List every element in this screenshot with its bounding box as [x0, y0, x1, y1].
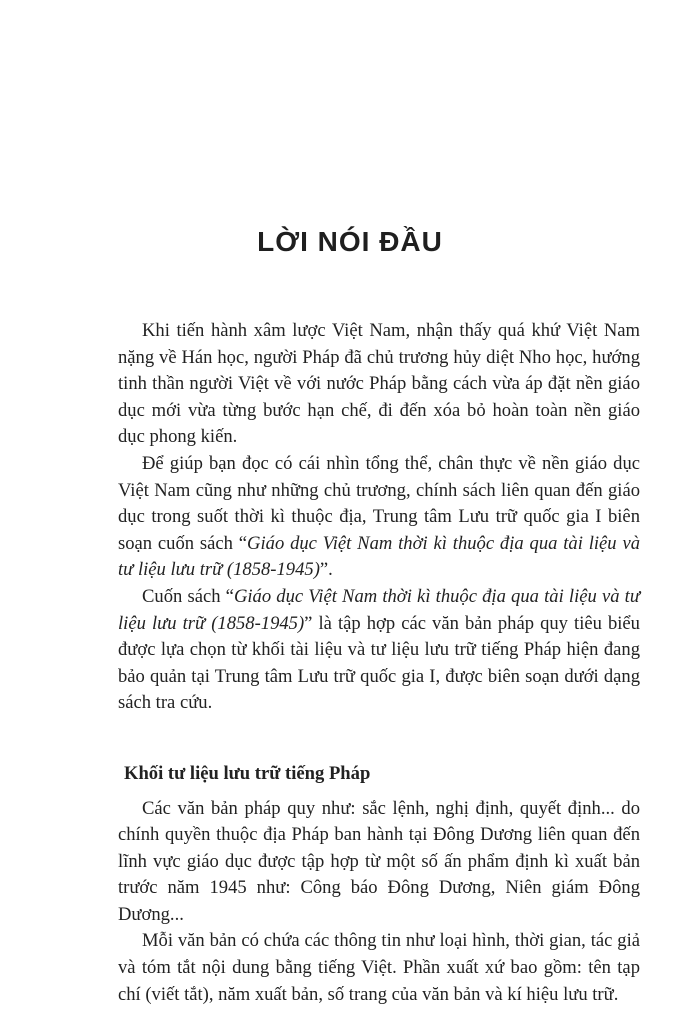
page-title: LỜI NÓI ĐẦU — [257, 226, 443, 257]
paragraph-3 — [118, 584, 640, 717]
paragraph-3-text-end: ” là tập hợp các văn bản pháp quy tiêu biểu được lựa chọn từ khối tài liệu và tư liệu lưu trữ tiếng Pháp hiện đang bảo quản tại Trung tâm Lưu trữ quốc gia I, được biên soạn dưới dạng sách tra cứu. — [118, 612, 640, 714]
paragraph-4: Các văn bản pháp quy như: sắc lệnh, nghị định, quyết định... do chính quyền thuộc địa Pháp ban hành tại Đông Dương liên quan đến lĩnh vực giáo dục được tập hợp từ một số ấn phẩm định kì xuất bản trước năm 1945 như: Công báo Đông Dương, Niên giám Đông Dương... — [118, 797, 640, 925]
paragraph-2-text-end: ”. — [319, 559, 333, 581]
paragraph-5: Mỗi văn bản có chứa các thông tin như loại hình, thời gian, tác giả và tóm tắt nội dung bằng tiếng Việt. Phần xuất xứ bao gồm: tên tạp chí (viết tắt), năm xuất bản, số trang của văn bản và kí hiệu lưu trữ. — [118, 930, 640, 1005]
paragraph-3-text-start: Cuốn sách “ — [142, 585, 234, 607]
paragraph-2-text-start: Để giúp bạn đọc có cái nhìn tổng thể, chân thực về nền giáo dục Việt Nam cũng như những chủ trương, chính sách liên quan đến giáo dục trong suốt thời kì thuộc địa, Trung tâm Lưu trữ quốc gia I biên soạn cuốn sách “ — [118, 452, 640, 554]
section-heading: Khối tư liệu lưu trữ tiếng Pháp — [124, 762, 371, 784]
paragraph-2 — [118, 451, 640, 584]
body-text — [118, 318, 640, 1008]
book-title-italic: Giáo dục Việt Nam thời kì thuộc địa qua tài liệu và tư liệu lưu trữ (1858-1945) — [118, 532, 640, 581]
book-title-italic-2: Giáo dục Việt Nam thời kì thuộc địa qua tài liệu và tư liệu lưu trữ (1858-1945) — [118, 585, 640, 634]
paragraph-1: Khi tiến hành xâm lược Việt Nam, nhận thấy quá khứ Việt Nam nặng về Hán học, người Pháp đã chủ trương hủy diệt Nho học, hướng tinh thần người Việt về với nước Pháp bằng cách vừa áp đặt nền giáo dục mới vừa từng bước hạn chế, đi đến xóa bỏ hoàn toàn nền giáo dục phong kiến. — [118, 320, 640, 448]
